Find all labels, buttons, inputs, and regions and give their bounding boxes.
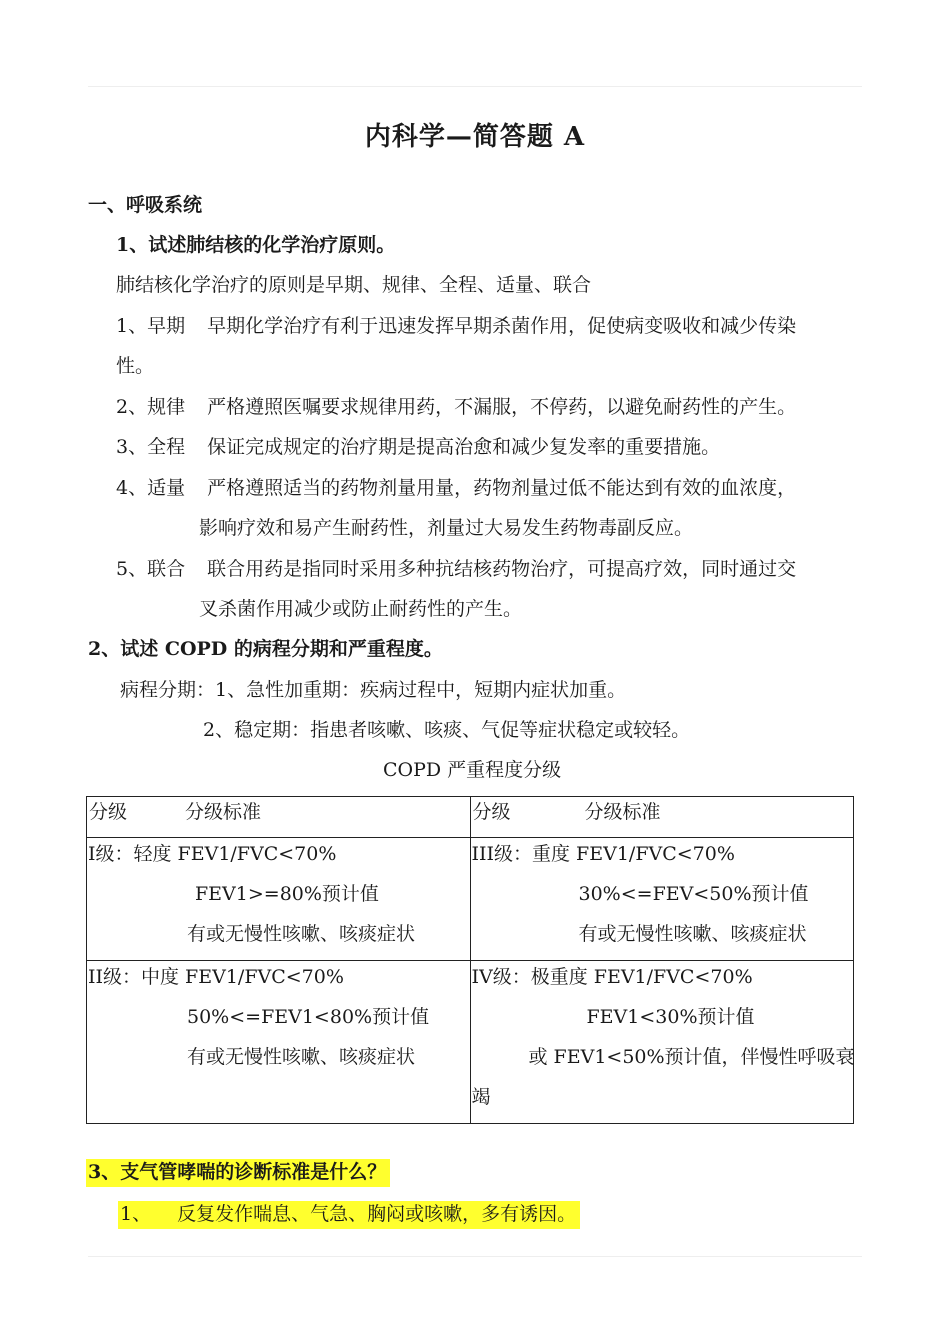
- page-title: 内科学—简答题 A: [364, 122, 586, 152]
- grade-2-symptom: 有或无慢性咳嗽、咳痰症状: [187, 1046, 416, 1068]
- q1-item-label: 5、联合: [116, 558, 186, 580]
- q3-item-1: [118, 1202, 580, 1226]
- grade-4-cell: [470, 961, 854, 1124]
- q3-item-text: 反复发作喘息、气急、胸闷或咳嗽，多有诱因。: [177, 1203, 577, 1225]
- header-criteria: 分级标准: [584, 801, 661, 823]
- grade-3-fev1: 30%<=FEV<50%预计值: [578, 883, 809, 905]
- q3-item-num: 1、: [120, 1203, 152, 1225]
- table-row: [87, 838, 854, 961]
- highlighted-item: [118, 1201, 580, 1229]
- question-3-heading: [86, 1160, 390, 1184]
- grade-2-cell: [87, 961, 471, 1124]
- q1-item-2: [116, 395, 796, 419]
- question-2-heading: 2、试述 COPD 的病程分期和严重程度。: [88, 638, 443, 660]
- q1-item-5: [116, 557, 796, 581]
- q1-item-3: [116, 435, 720, 459]
- q1-item-5-cont: 叉杀菌作用减少或防止耐药性的产生。: [199, 598, 523, 620]
- grade-4-fev1: FEV1<30%预计值: [586, 1006, 755, 1028]
- question-1-heading: 1、试述肺结核的化学治疗原则。: [116, 234, 396, 256]
- q2-stage-line-2: 2、稳定期：指患者咳嗽、咳痰、气促等症状稳定或较轻。: [203, 719, 691, 741]
- grade-1-symptom: 有或无慢性咳嗽、咳痰症状: [187, 923, 416, 945]
- bottom-divider: [88, 1256, 862, 1257]
- q1-item-label: 3、全程: [116, 436, 186, 458]
- grade-1-cell: [87, 838, 471, 961]
- grade-2-label: II级：中度 FEV1/FVC<70%: [88, 966, 344, 988]
- grade-1-label: I级：轻度 FEV1/FVC<70%: [88, 843, 337, 865]
- q1-item-label: 4、适量: [116, 477, 186, 499]
- q1-item-4: [116, 476, 796, 500]
- q1-item-text: 联合用药是指同时采用多种抗结核药物治疗，可提高疗效，同时通过交: [207, 558, 797, 580]
- grade-1-fev1: FEV1>=80%预计值: [195, 883, 379, 905]
- header-criteria: 分级标准: [185, 801, 262, 823]
- q1-item-label: 1、早期: [116, 315, 186, 337]
- q1-item-1-cont: 性。: [116, 355, 155, 377]
- copd-severity-table: [86, 796, 854, 1124]
- top-divider: [88, 86, 862, 87]
- grade-2-fev1: 50%<=FEV1<80%预计值: [187, 1006, 430, 1028]
- grade-4-alt: 或 FEV1<50%预计值，伴慢性呼吸衰: [528, 1046, 855, 1068]
- q2-stage-line-1: 病程分期：1、急性加重期：疾病过程中，短期内症状加重。: [120, 679, 627, 701]
- table-header-cell: [87, 797, 471, 838]
- q1-item-text: 严格遵照适当的药物剂量用量，药物剂量过低不能达到有效的血浓度，: [207, 477, 797, 499]
- q1-item-4-cont: 影响疗效和易产生耐药性，剂量过大易发生药物毒副反应。: [199, 517, 694, 539]
- highlighted-heading: 3、支气管哮喘的诊断标准是什么？: [86, 1159, 390, 1187]
- table-row: [87, 961, 854, 1124]
- q1-item-text: 早期化学治疗有利于迅速发挥早期杀菌作用，促使病变吸收和减少传染: [207, 315, 797, 337]
- table-header-row: [87, 797, 854, 838]
- grade-3-label: III级：重度 FEV1/FVC<70%: [471, 843, 735, 865]
- header-grade: 分级: [89, 801, 128, 823]
- q1-item-text: 严格遵照医嘱要求规律用药，不漏服，不停药，以避免耐药性的产生。: [207, 396, 797, 418]
- grade-4-alt-cont: 竭: [471, 1086, 491, 1108]
- grade-4-label: IV级：极重度 FEV1/FVC<70%: [471, 966, 753, 988]
- section-heading: 一、呼吸系统: [88, 194, 203, 216]
- q1-item-text: 保证完成规定的治疗期是提高治愈和减少复发率的重要措施。: [207, 436, 721, 458]
- table-caption: COPD 严重程度分级: [383, 759, 562, 781]
- table-header-cell: [470, 797, 854, 838]
- header-grade: 分级: [472, 801, 511, 823]
- q1-item-1: [116, 314, 796, 338]
- q1-intro: 肺结核化学治疗的原则是早期、规律、全程、适量、联合: [116, 274, 592, 296]
- grade-3-cell: [470, 838, 854, 961]
- grade-3-symptom: 有或无慢性咳嗽、咳痰症状: [578, 923, 807, 945]
- q1-item-label: 2、规律: [116, 396, 186, 418]
